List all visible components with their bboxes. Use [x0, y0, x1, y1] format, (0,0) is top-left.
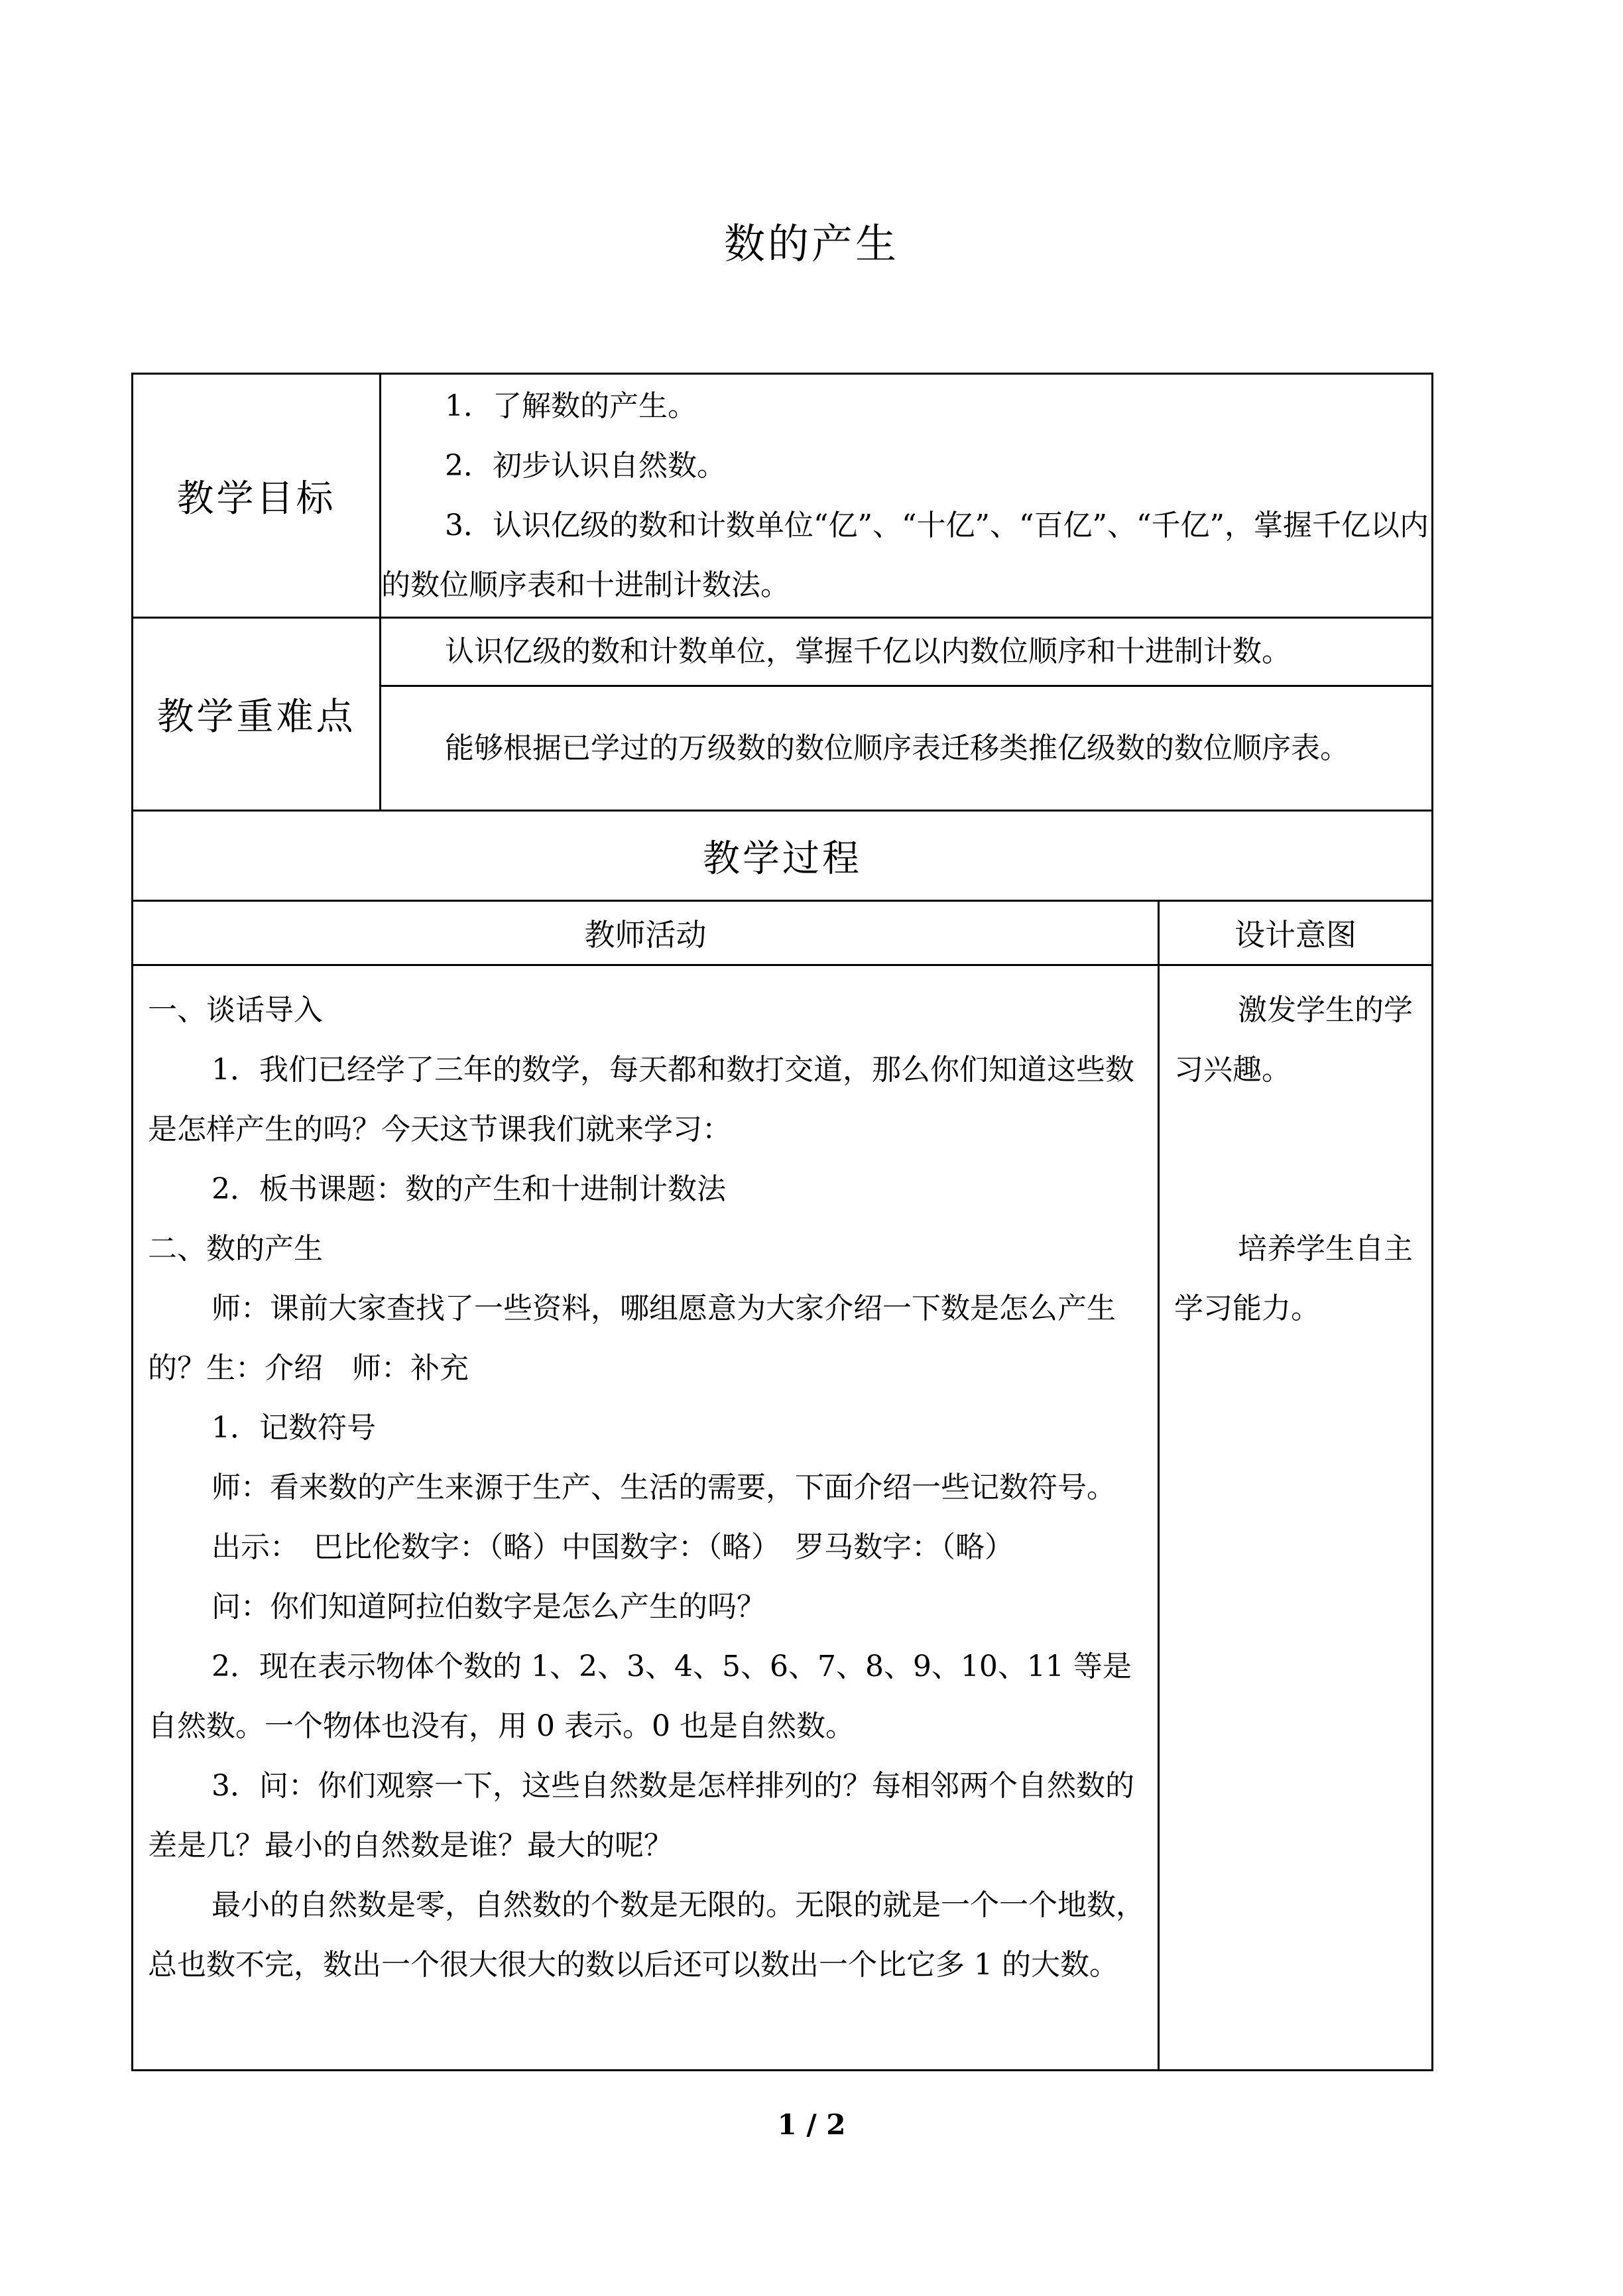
teacher-paragraph: 师：课前大家查找了一些资料，哪组愿意为大家介绍一下数是怎么产生的？生：介绍 师：补充 — [148, 1292, 1116, 1385]
intent-note: 培养学生自主学习能力。 — [1174, 1232, 1413, 1325]
difficulty-cell — [381, 686, 1433, 811]
objectives-label: 教学目标 — [133, 374, 381, 618]
key-point-text: 认识亿级的数和计数单位，掌握千亿以内数位顺序和十进制计数。 — [445, 634, 1291, 668]
page-title: 数的产生 — [723, 219, 899, 268]
design-intent-cell — [1159, 965, 1433, 2071]
teacher-paragraph: 3．问：你们观察一下，这些自然数是怎样排列的？每相邻两个自然数的差是几？最小的自然数是谁？最大的呢？ — [148, 1769, 1134, 1862]
section-heading: 一、谈话导入 — [148, 993, 323, 1027]
page-number: 1 / 2 — [777, 2108, 846, 2141]
objectives-row — [133, 374, 1433, 618]
teacher-paragraph: 2．现在表示物体个数的 1、2、3、4、5、6、7、8、9、10、11 等是自然数。一个物体也没有，用 0 表示。0 也是自然数。 — [148, 1650, 1132, 1743]
key-point-row — [133, 618, 1433, 686]
section-heading: 二、数的产生 — [148, 1232, 323, 1266]
objectives-content — [381, 374, 1433, 618]
design-intent-content — [1160, 966, 1431, 1339]
objective-item: 2．初步认识自然数。 — [445, 448, 726, 483]
teacher-paragraph: 1．我们已经学了三年的数学，每天都和数打交道，那么你们知道这些数是怎样产生的吗？今天这节课我们就来学习： — [148, 1053, 1134, 1146]
teacher-paragraph: 最小的自然数是零，自然数的个数是无限的。无限的就是一个一个地数，总也数不完，数出一个很大很大的数以后还可以数出一个比它多 1 的大数。 — [148, 1888, 1145, 1982]
objective-item: 3．认识亿级的数和计数单位“亿”、“十亿”、“百亿”、“千亿”，掌握千亿以内的数位顺序表和十进制计数法。 — [381, 508, 1429, 602]
lesson-plan-table — [131, 373, 1433, 2071]
difficulty-text: 能够根据已学过的万级数的数位顺序表迁移类推亿级数的数位顺序表。 — [445, 731, 1349, 765]
process-body-row — [133, 965, 1433, 2071]
key-point-cell — [381, 618, 1433, 686]
teacher-paragraph: 1．记数符号 — [211, 1411, 376, 1445]
teacher-activity-cell — [133, 965, 1159, 2071]
intent-note: 激发学生的学习兴趣。 — [1174, 993, 1413, 1087]
teacher-activity-content — [133, 966, 1158, 1995]
teacher-paragraph: 2．板书课题：数的产生和十进制计数法 — [211, 1172, 726, 1206]
teacher-paragraph: 师：看来数的产生来源于生产、生活的需要，下面介绍一些记数符号。 — [211, 1471, 1116, 1504]
column-header-row — [133, 901, 1433, 965]
key-points-label: 教学重难点 — [133, 618, 381, 811]
process-header: 教学过程 — [133, 811, 1433, 901]
teacher-paragraph: 出示： 巴比伦数字：（略）中国数字：（略） 罗马数字：（略） — [211, 1530, 1014, 1564]
design-intent-header: 设计意图 — [1159, 901, 1433, 965]
process-header-row — [133, 811, 1433, 901]
objective-item: 1．了解数的产生。 — [445, 389, 697, 423]
teacher-activity-header: 教师活动 — [133, 901, 1159, 965]
teacher-paragraph: 问：你们知道阿拉伯数字是怎么产生的吗？ — [211, 1590, 766, 1624]
